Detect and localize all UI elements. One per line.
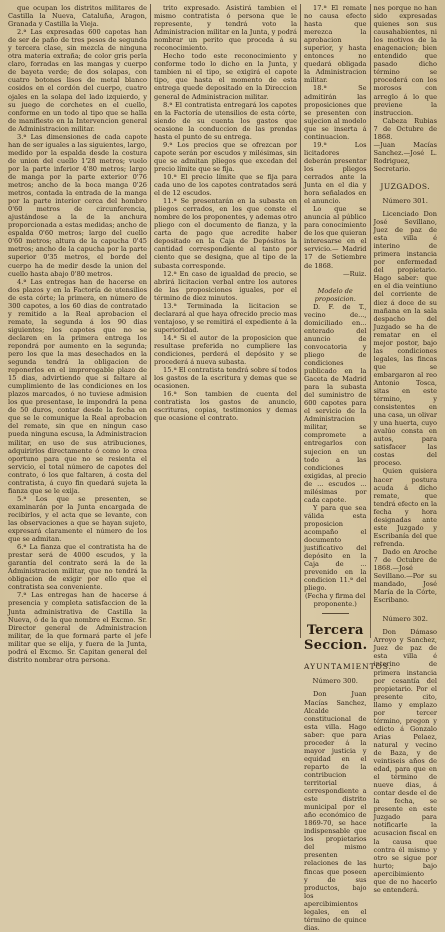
column-middle [151,4,301,638]
notice-number: Número 300. [312,677,358,686]
paragraph: 6.ª La fianza que el contratista ha de prestar será de 4000 escudos, y la garantía del contrato será la de la Administracion militar, que no tendrá la obligacion de exigir por ello que el contratista sea conveniente. [8,543,147,592]
paragraph: Quien quisiera hacer postura acuda á dicho remate, que tendrá efecto en la fecha y hora designadas ante este Juzgado y Escribanía del que refrenda. [373,467,437,548]
divider [322,613,349,614]
column-right-b [371,4,438,894]
paragraph: Y para que sea válida esta proposicion acompaño el documento justificativo del depósito en la Caja de ... prevenido en la condicion 11.ª del pliego. [304,503,367,593]
paragraph: Hecho todo este reconocimiento y conforme todo lo dicho en la Junta, y tambien ni el tipo, se exigirá el capote tipo, que hasta el momento de esta entrega quede depositado en la Direccion general de Administracion militar. [154,52,297,101]
column-left [5,4,151,664]
paragraph: 19.ª Los licitadores deberán presentar los pliegos cerrados ante la Junta en el dia y hora señalados en el anuncio. [304,140,367,206]
notice-number: Número 301. [382,196,428,205]
signature: —Ruiz. [343,269,367,278]
paragraph: 2.ª Las expresadas 600 capotas han de ser de paño de tres pesos de segunda y tercera clase, sin mezcla de ninguna otra materia extraña; de color gris perla claro, forradas en las mangas y cuerpo de bayeta verde; de dos solapas, con cuatro botones lisos de metal blanco cosidos en el cordón del cuerpo, cuatro ojales en la solapa del lado izquierdo, y su juego de corchetes en el cuello, conforme en un todo al tipo que se halla de manifiesto en la Intervencion general de Administracion militar. [8,28,147,133]
paragraph: 13.ª Terminada la licitacion se declarará al que haya ofrecido precio mas ventajoso, y se remitirá el expediente á la superioridad. [154,301,297,334]
model-date: (Fecha y firma del proponente.) [304,592,366,609]
paragraph: Lo que se anuncia al público para conocimiento de los que quieran interesarse en el servicio.— Madrid 17 de Setiembre de 1868. [304,205,367,270]
signature: Dado en Aroche 7 de Octubre de 1868.—José Sevillano.—Por su mandado, José María de la Córte, Escribano. [373,547,437,605]
paragraph: 11.ª Se presentarán en la subasta en pliegos cerrados, en los que conste el nombre de los proponentes, y ademas otro pliego con el documento de fianza, y la carta de pago que acredite haber depositado en la Caja de Depósitos la cantidad correspondiente al tanto por ciento que se designa, que al tipo de la subasta corresponde. [154,197,297,270]
paragraph: 12.ª En caso de igualdad de precio, se abrirá licitacion verbal entre los autores de las proposiciones iguales, por el término de diez minutos. [154,269,297,302]
paragraph: 7.ª Las entregas han de hacerse á presencia y completa satisfaccion de la Junta administrativa de Castilla la Nueva, ó de la que nombre el Excmo. Sr. Director general de Administracion militar, de la que formará parte el jefe militar que se elija, y fuera de la Junta, podrá el Excmo. Sr. Capitan general del distrito nombrar otra persona. [8,591,147,664]
section-title: Tercera Seccion. [304,623,368,654]
section-heading: JUZGADOS. [380,181,431,191]
paragraph: Don Juan Macías Sanchez, Alcalde constitucional de esta villa. Hago saber: que para proceder á la mayor justicia y equidad en el reparto de la contribucion territorial correspondiente a este distrito municipal por el año económico de 1869-70, se hace indispensable que los propietarios del mismo presenten relaciones de las fincas que poseen y de sus productos, bajo los apercibimientos legales, en el término de quince dias. [304,690,367,932]
paragraph: Don Dámaso Arroyo y Sanchez, Juez de paz de esta villa é interino de primera instancia por cesantía del propietario. Por el presente cito, llamo y emplazo por tercer término, pregon y edicto á Gonzalo Arias Pelaez, natural y vecino de Baza, y de veintiseis años de edad, para que en el término de nueve dias, á contar desde el de la fecha, se presente en este Juzgado para notificarle la acusacion fiscal en la causa que contra él mismo y otro se sigue por hurto; bajo apercibimiento que de no hacerlo se entenderá. [373,628,437,894]
paragraph: 16.ª Son tambien de cuenta del contratista los gastos de anuncio, escrituras, copias, testimonios y demas que ocasione el contrato. [154,390,297,423]
notice-number: Número 302. [382,615,428,624]
paragraph: 3.ª Las dimensiones de cada capote han de ser iguales a las siguientes, largo, medido por la espalda desde la costura de union del cuello 1'28 metros; vuelo por la parte inferior 4'80 metros; largo de manga por la parte exterior 0'76 metros; ancho de la boca manga 0'26 metros, contada la entrada de la manga por la parte interior cerca del hombro 0'60 metros de circunferencia, ajustándose a la de la anchura proporcionada a estas medidas; ancho de espalda 0'60 metros; largo del cuello 0'60 metros; altura de la capucha 0'45 metros; ancho de la capucha por la parte superior 0'35 metros, el borde del cuerpo ha de medir desde la union del cuello hasta abajo 0'80 metros. [8,132,147,278]
paragraph: D. F. de T., vecino de..., domiciliado en... enterado del anuncio de convocatoria y pliego de condiciones publicado en la Gaceta de Madrid para la subasta del suministro de 600 capotes para el servicio de la Administracion militar, se compromete a entregarlos con sujecion en un todo a las condiciones exigidas, al precio de ... escudos ... milésimas por cada capote. [304,302,367,504]
paragraph: 18.ª Se admitirán las proposiciones que se presenten con sujecion al modelo que se inserta á continuacion. [304,84,367,141]
model-title: Modelo de proposicion. [314,286,356,303]
signature-place: Cabeza Rubias 7 de Octubre de 1868. [373,116,437,141]
paragraph: que ocupan los distritos militares de Castilla la Nueva, Cataluña, Aragon, Granada y Castilla la Vieja. [8,4,147,29]
paragraph: 14.ª Si el autor de la proposicion que resultase preferida no cumpliere las condiciones, perderá el depósito y se procederá á nueva subasta. [154,333,297,367]
column-right [301,4,440,932]
paragraph: 17.ª El remate no causa efecto hasta que merezca la aprobacion superior, y hasta entonces no quedará obligada la Administracion militar. [304,4,367,85]
paragraph: 8.ª El contratista entregará los capotes en la Factoría de utensilios de esta córte, siendo de su cuenta los gastos que ocasione la conduccion de las prendas hasta el punto de su entrega. [154,100,297,141]
paragraph: 15.ª El contratista tendrá sobre sí todos los gastos de la escritura y demas que se ocasionen. [154,366,297,391]
paragraph: Licenciado Don José Sevillano, Juez de paz de esta villa é interino de primera instancia por enfermedad del propietario. Hago saber: que en el dia veintiuno del corriente de diez á doce de su mañana en la sala despacho del Juzgado se ha de rematar en el mejor postor, bajo las condiciones legales, las fincas que se embargaron al reo Antonio Tosca, sitas en este término, y consistentes en una casa, un olivar y una huerta, cuyo avalúo consta en autos, para satisfacer las costas del proceso. [373,209,437,468]
column-right-a [304,4,393,932]
paragraph: 9.ª Los precios que se ofrezcan por capote serán por escudos y milésimas, sin que se admitan pliegos que excedan del precio límite que se fija. [154,140,297,173]
signature-names: —Juan Macías Sanchez.—José L. Rodriguez, Secretario. [373,140,437,173]
section-subtitle: AYUNTAMIENTOS. [304,662,393,672]
paragraph: trito expresado. Asistirá tambien el mismo contratista ó persona que le represente, y tendrá voto la Administracion militar en la Junta, y podrá nombrar un perito que proceda á su reconocimiento. [154,4,297,53]
paragraph: 5.ª Los que se presenten, se examinarán por la Junta encargada de recibirlos, y el acta que se levante, con las observaciones a que se hayan sujeto, expresará claramente el número de los que se admitan. [8,494,147,544]
paragraph: 4.ª Las entregas han de hacerse en dos plazos y en la Factoría de utensilios de esta córte; la primera, en número de 300 capotes, a los 60 dias de contratado y remitido a la Real aprobacion el remate, la segunda á los 90 dias siguientes; los capotes que no se declaren en la primera entrega los repondrá por aumento en la segunda; pero los que la mas desechados en la segunda tendrá la obligacion de reponerlos en el improrogable plazo de 15 dias, advirtiendo que si faltare al cumplimiento de las condiciones en los plazos marcados, ó no tuviese admision los que presentase, le impondrá la pena de 50 duros, contar desde la fecha en que se le comunique la Real aprobacion del remate, sin que en ningun caso pueda ninguna escusa, la Administracion militar, en uso de sus atribuciones, adquirirlos directamente ó como lo crea oportuno para que no se resienta el servicio, el total número de capotes del contrato, ó los que faltaren, á costa del contratista, á cuyo fin quedará sujeta la fianza que se le exija. [8,277,147,495]
paragraph: 10.ª El precio límite que se fija para cada uno de los capotes contratados será el de 12 escudos. [154,172,297,198]
paragraph: nes porque no han sido expresadas quienes son sus causahabientes, ni los motivos de la enagenacion; bien entendido que pasado dicho término se procederá con los morosos con arreglo á lo que previene la instruccion. [373,4,437,117]
